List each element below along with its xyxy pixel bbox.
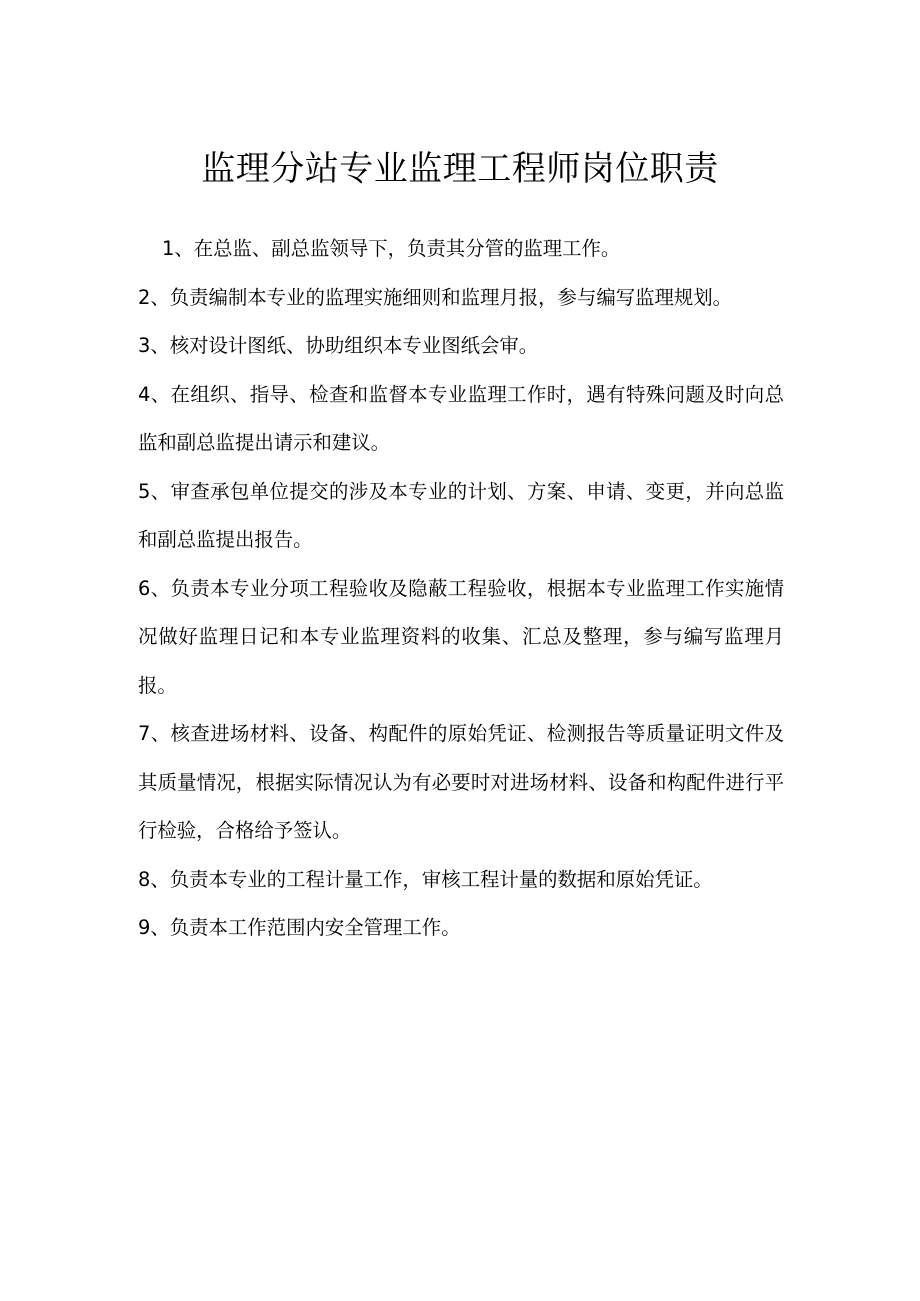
- duty-item-9: 9、负责本工作范围内安全管理工作。: [138, 916, 461, 939]
- duty-item-3: 3、核对设计图纸、协助组织本专业图纸会审。: [138, 334, 539, 357]
- duty-item-2: 2、负责编制本专业的监理实施细则和监理月报，参与编写监理规划。: [138, 285, 733, 309]
- duty-item-1: 1、在总监、副总监领导下，负责其分管的监理工作。: [162, 237, 621, 260]
- duty-item-7: 7、核查进场材料、设备、构配件的原始凭证、检测报告等质量证明文件及其质量情况，根据实际情况认为有必要时对进场材料、设备和构配件进行平行检验，合格给予签认。: [138, 722, 784, 842]
- duty-item-4: 4、在组织、指导、检查和监督本专业监理工作时，遇有特殊问题及时向总监和副总监提出请示和建议。: [138, 382, 784, 454]
- duty-item-8: 8、负责本专业的工程计量工作，审核工程计量的数据和原始凭证。: [138, 867, 713, 891]
- duty-item-5: 5、审查承包单位提交的涉及本专业的计划、方案、申请、变更，并向总监和副总监提出报告。: [138, 479, 784, 551]
- duty-list: [138, 225, 784, 953]
- duty-item-6: 6、负责本专业分项工程验收及隐蔽工程验收，根据本专业监理工作实施情况做好监理日记和本专业监理资料的收集、汇总及整理，参与编写监理月报。: [138, 576, 784, 697]
- page-title: 监理分站专业监理工程师岗位职责: [201, 149, 719, 189]
